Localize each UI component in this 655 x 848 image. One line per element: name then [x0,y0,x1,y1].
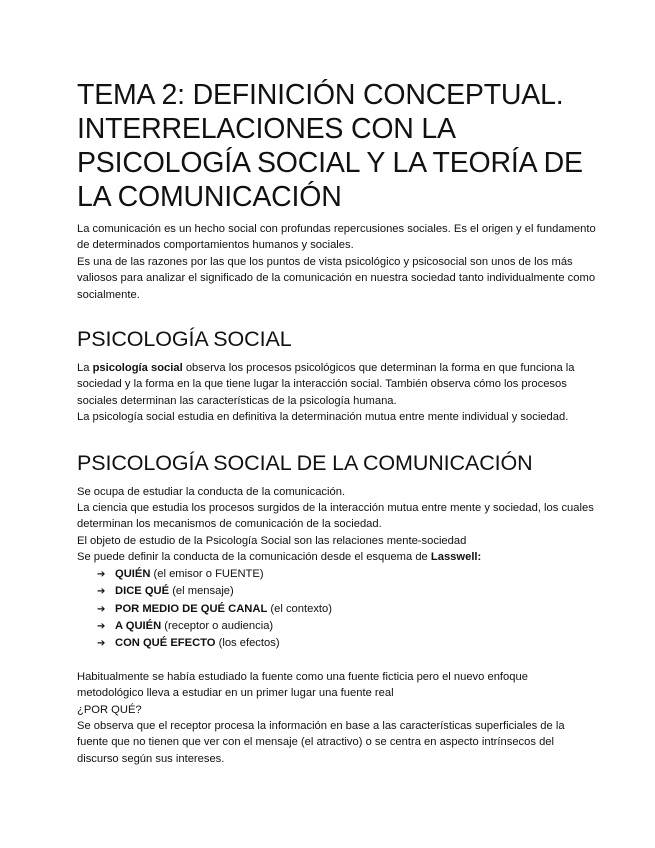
arrow-icon: ➔ [97,620,106,632]
document-page [77,78,597,767]
section-heading-psicologia-social: PSICOLOGÍA SOCIAL [77,327,292,352]
bold-term: Lasswell: [430,551,482,564]
intro-paragraph-1: La comunicación es un hecho social con profundas repercusiones sociales. Es el origen y el fundamento de determinados comportamientos humanos y sociales. [77,223,596,252]
text-run: observa los procesos psicológicos que determinan la forma en que funciona la sociedad y la forma en la que tiene lugar la interacción social. También observa cómo los procesos sociales determinan las características de la psicología humana. [77,362,575,407]
intro-paragraph-2: Es una de las razones por las que los puntos de vista psicológico y psicosocial son unos de los más valiosos para analizar el significado de la comunicación en nuestra sociedad tanto individualmente como socialmente. [77,255,596,301]
list-item-term: CON QUÉ EFECTO [115,637,216,650]
list-item [97,618,597,635]
section1-paragraph-2: La psicología social estudia en definitiva la determinación mutua entre mente individual y sociedad. [77,411,569,424]
text-run: Se puede definir la conducta de la comunicación desde el esquema de [77,551,431,564]
list-item-desc: (los efectos) [215,637,280,650]
section2-paragraph-3: El objeto de estudio de la Psicología Social son las relaciones mente-sociedad [77,534,467,547]
bold-term: psicología social [92,362,183,375]
section1-paragraph-1 [77,360,597,409]
arrow-icon: ➔ [97,638,106,650]
section2-paragraph-2: La ciencia que estudia los procesos surgidos de la interacción mutua entre mente y sociedad, los cuales determinan los mecanismos de comunicación de la sociedad. [77,502,594,531]
section2-paragraph-1: Se ocupa de estudiar la conducta de la comunicación. [77,485,346,498]
document-title: TEMA 2: DEFINICIÓN CONCEPTUAL. INTERRELACIONES CON LA PSICOLOGÍA SOCIAL Y LA TEORÍA DE LA COMUNICACIÓN [77,79,583,213]
list-item-term: DICE QUÉ [115,585,170,598]
arrow-icon: ➔ [97,586,106,598]
section2-paragraph-5: Habitualmente se había estudiado la fuente como una fuente ficticia pero el nuevo enfoque metodológico lleva a estudiar en un primer lugar una fuente real [77,670,528,700]
list-item-term: QUIÉN [115,567,151,580]
list-item [97,566,597,583]
lasswell-list [77,566,597,653]
section-heading-psicologia-social-comunicacion: PSICOLOGÍA SOCIAL DE LA COMUNICACIÓN [77,450,533,475]
text-run: La [77,362,93,375]
list-item [97,635,597,652]
list-item-term: POR MEDIO DE QUÉ CANAL [115,602,268,615]
arrow-icon: ➔ [97,568,106,580]
section2-paragraph-6: ¿POR QUÉ? [77,703,142,716]
section2-paragraph-7: Se observa que el receptor procesa la información en base a las características superficiales de la fuente que no tienen que ver con el mensaje (el atractivo) o se centra en aspecto intrínsecos del discurso según sus intereses. [77,719,565,765]
list-item [97,583,597,600]
list-item [97,601,597,618]
arrow-icon: ➔ [97,603,106,615]
list-item-desc: (el contexto) [267,602,332,615]
list-item-desc: (el emisor o FUENTE) [150,567,264,580]
list-item-desc: (receptor o audiencia) [161,619,274,632]
list-item-desc: (el mensaje) [169,585,234,598]
section2-paragraph-4 [77,549,597,565]
list-item-term: A QUIÉN [115,619,162,632]
